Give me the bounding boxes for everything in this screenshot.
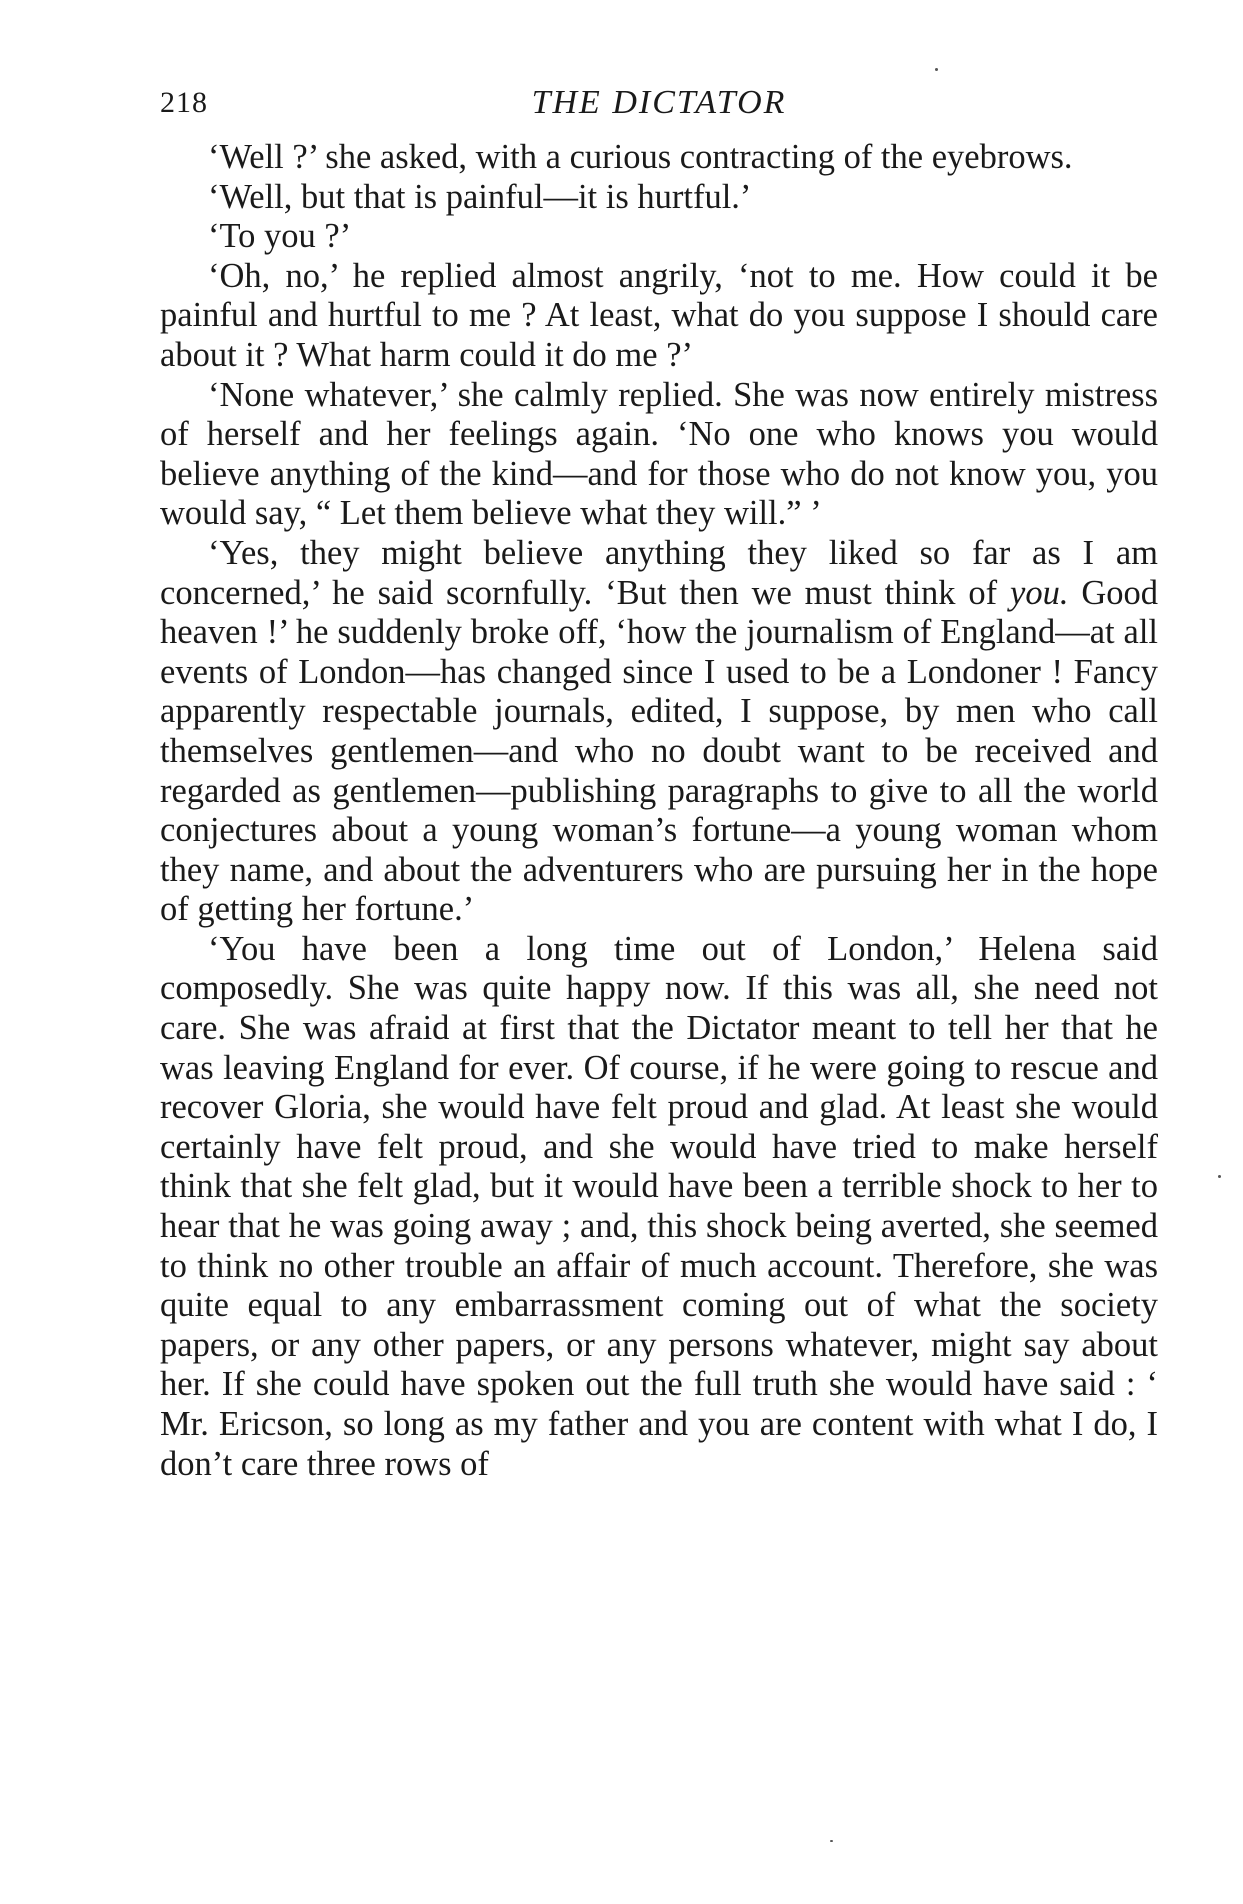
running-head	[160, 80, 1158, 138]
paragraph	[160, 376, 1158, 534]
book-page	[160, 80, 1158, 1484]
paragraph	[160, 257, 1158, 376]
paragraph-text: ‘None whatever,’ she calmly replied. She was now entirely mistress of herself and her feelings again. ‘No one who knows you would believe anything of the kind—and for those who do not know you, you would say, “ Let them believe what they will.” ’	[160, 375, 1158, 533]
paragraph-text: ‘Well, but that is painful—it is hurtful.’	[208, 177, 752, 216]
paper-speck	[935, 68, 938, 71]
paragraph-text-start: ‘Yes, they might believe anything they liked so far as I am concerned,’ he said scornfully. ‘But then we must think of	[160, 533, 1158, 612]
paragraph	[160, 138, 1158, 178]
paragraph-text: ‘You have been a long time out of London,’ Helena said composedly. She was quite happy now. If this was all, she need not care. She was afraid at first that the Dictator meant to tell her that he was leaving England for ever. Of course, if he were going to rescue and recover Gloria, she would have felt proud and glad. At least she would certainly have felt proud, and she would have tried to make herself think that she felt glad, but it would have been a terrible shock to her to hear that he was going away ; and, this shock being averted, she seemed to think no other trouble an affair of much account. Therefore, she was quite equal to any embarrassment coming out of what the society papers, or any other papers, or any persons whatever, might say about her. If she could have spoken out the full truth she would have said : ‘ Mr. Ericson, so long as my father and you are content with what I do, I don’t care three rows of	[160, 929, 1158, 1483]
paragraph-text: ‘Well ?’ she asked, with a curious contracting of the eyebrows.	[208, 138, 1073, 176]
paper-speck	[1218, 1175, 1221, 1178]
paragraph-text-end: Good heaven !’ he suddenly broke off, ‘how the journalism of England—at all events of London—has changed since I used to be a Londoner ! Fancy apparently respectable journals, edited, I suppose, by men who call themselves gentlemen—and who no doubt want to be received and regarded as gentlemen—publishing paragraphs to give to all the world conjectures about a young woman’s fortune—a young woman whom they name, and about the adventurers who are pursuing her in the hope of getting her fortune.’	[160, 573, 1158, 929]
running-title: THE DICTATOR	[531, 84, 787, 121]
paragraph	[160, 534, 1158, 930]
body-text	[160, 138, 1158, 1484]
paragraph	[160, 217, 1158, 257]
paragraph-text: ‘Oh, no,’ he replied almost angrily, ‘not to me. How could it be painful and hurtful to me ? At least, what do you suppose I should care about it ? What harm could it do me ?’	[160, 256, 1158, 374]
paragraph	[160, 930, 1158, 1484]
paragraph-text: ‘To you ?’	[208, 217, 352, 256]
paragraph	[160, 178, 1158, 218]
italic-emphasis: you.	[1010, 573, 1069, 612]
page-number: 218	[160, 86, 208, 119]
paper-speck	[830, 1840, 833, 1842]
